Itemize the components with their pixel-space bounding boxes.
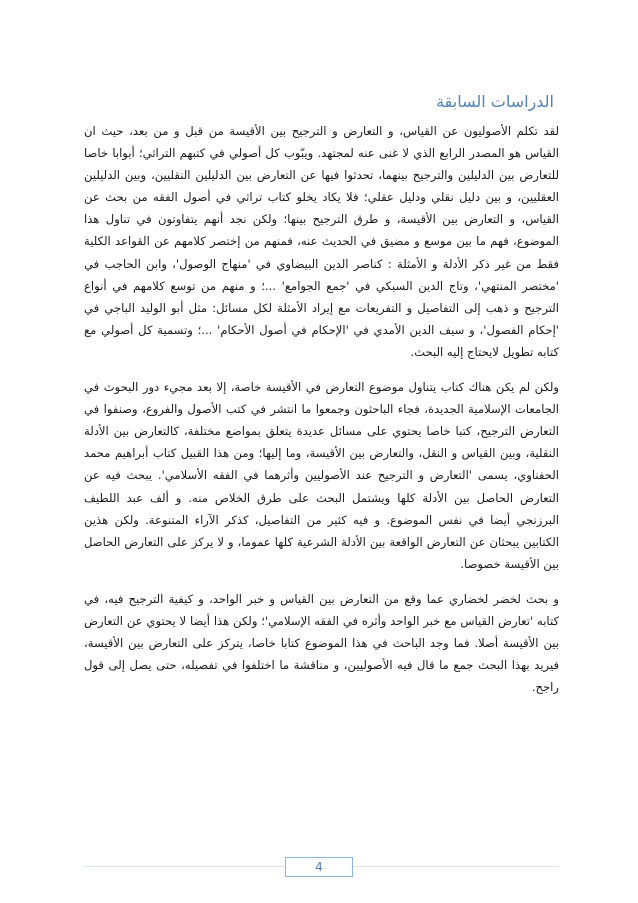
page-number: 4: [285, 857, 353, 877]
paragraph-2: ولكن لم يكن هناك كتاب يتناول موضوع التعارض في الأقيسة خاصة، إلا بعد مجيء دور البحوث في الجامعات الإسلامية الجديدة، فجاء الباحثون وجمعوا ما انتشر في كتب الأصول والفروع، وصنفوا في التعارض الترجيح، كتبا خاصا يحتوي على مسائل عديدة يتعلق بمواضع مختلفة، كالتعارض بين الأدلة النقلية، وبين القياس و النقل، والتعارض بين الأقيسة، وما إليها؛ ومن هذا القبيل كتاب أبراهيم محمد الحفناوي، يسمى 'التعارض و الترجيح عند الأصوليين وأثرهما في الفقه الأسلامي'. يبحث فيه عن التعارض الحاصل بين الأدلة كلها ويشتمل البحث على طرق الخلاص منه. و ألف عبد اللطيف البرزنجي أيضا في نفس الموضوع. و فيه كثير من التفاصيل، كذكر الآراء المتنوعة. ولكن هذين الكتابين يبحثان عن التعارض الواقعة بين الأدلة الشرعية كلها عموما، و لا يركز على التعارض الحاصل بين الأقيسة خصوصا.: [84, 380, 559, 571]
paragraph-3: و بحث لخضر لخضاري عما وقع من التعارض بين القياس و خبر الواحد، و كيفية الترجيح فيه، في كتابه 'تعارض القياس مع خبر الواحد وأثره في الفقه الإسلامي'؛ ولكن هذا أيضا لا يحتوي عن التعارض بين الأقيسة أصلا. فما وجد الباحث في هذا الموضوع كتابا خاصا، يتركز على التعارض بين الأقيسة، فيريد بهذا البحث جمع ما قال فيه الأصوليين، و مناقشة ما اختلفوا في تفصيله، حتى يصل إلى قول راجح.: [84, 591, 559, 695]
section-heading: الدراسات السابقة: [436, 92, 554, 111]
paragraph-1: لقد تكلم الأصوليون عن القياس، و التعارض و الترجيح بين الأقيسة من قبل و من بعد، حيث ان القياس هو المصدر الرابع الذي لا غنى عنه لمجتهد. ويبّوب كل أصولي في كتبهم التراثي؛ أبوابا خاصا للتعارض بين الدليلين والترجيح بينهما، تحدثوا فيها عن التعارض بين الدليلين النقليين، وبين الدليلين العقليين، و بين دليل نقلي ودليل عقلي؛ فلا يكاد يخلو كتاب تراثي في أصول الفقه من بحث عن القياس، و التعارض بين الأقيسة، و طرق الترجيح بينها؛ ولكن نجد أنهم يتفاوتون في تناول هذا الموضوع، فهم ما بين موسع و مضيق في الحديث عنه، فمنهم من إختصر كلامهم عن القواعد الكلية فقط من غير ذكر الأدلة و الأمثلة : كناصر الدين البيضاوي في 'منهاج الوصول'، وابن الحاجب في 'مختصر المنتهي'، وتاج الدين السبكي في 'جمع الجوامع' ...؛ و منهم من توسع كلامهم في أنواع الترجيح و ذهب إلى التفاصيل و التفريعات مع إيراد الأمثلة لكل مسائل: مثل أبو الوليد الباجي في 'إحكام الفصول'، و سيف الدين الأمدي في 'الإحكام في أصول الأحكام' ...؛ وتسمية كل أصولي مع كتابه تطويل لايحتاج إليه البحث.: [84, 124, 559, 359]
document-body: [84, 120, 559, 710]
